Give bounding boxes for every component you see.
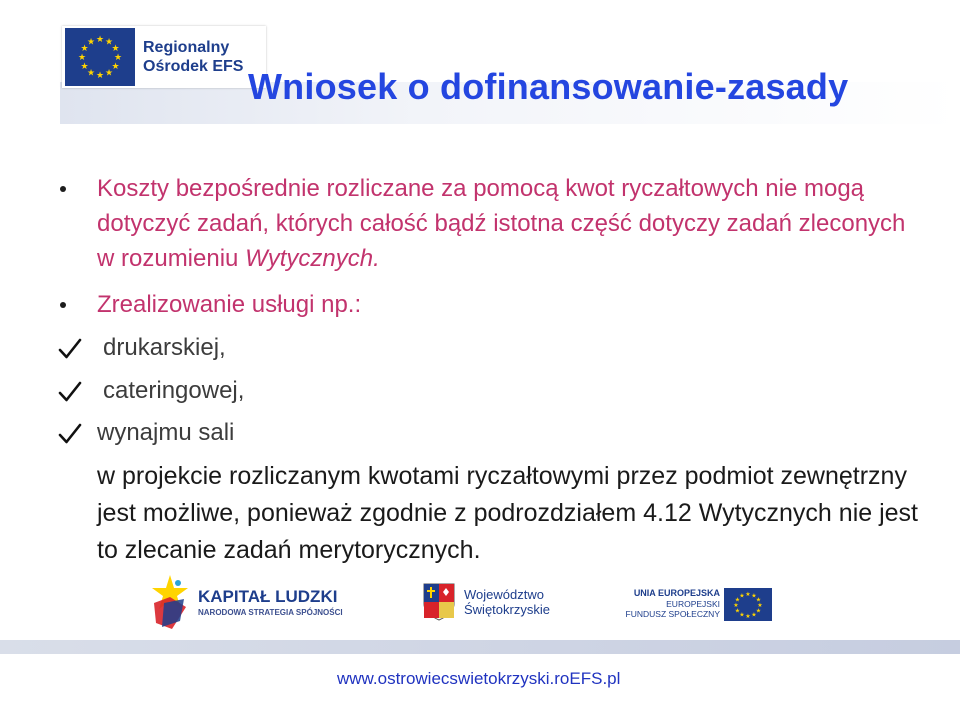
svg-text:★: ★ bbox=[751, 610, 757, 618]
svg-text:★: ★ bbox=[86, 68, 96, 79]
svg-text:★: ★ bbox=[111, 62, 120, 72]
svg-text:★: ★ bbox=[104, 68, 114, 79]
kapital-ludzki-text bbox=[198, 587, 343, 618]
bullet-item-1 bbox=[60, 171, 920, 276]
check-item-label: cateringowej, bbox=[103, 377, 245, 404]
svg-text:★: ★ bbox=[111, 44, 120, 54]
svg-text:★: ★ bbox=[745, 612, 751, 620]
svg-text:★: ★ bbox=[80, 44, 89, 54]
kapital-ludzki-emblem-icon bbox=[150, 573, 190, 631]
bullet-dot-icon bbox=[60, 186, 66, 192]
svg-text:★: ★ bbox=[751, 592, 757, 600]
footer-bar bbox=[0, 640, 960, 654]
eu-line-3: FUNDUSZ SPOŁECZNY bbox=[625, 609, 720, 620]
eu-social-fund-text bbox=[622, 588, 720, 620]
svg-text:★: ★ bbox=[80, 62, 89, 72]
kapital-ludzki-logo bbox=[150, 573, 345, 631]
eu-flag-icon bbox=[65, 28, 135, 86]
logo-line-2: Ośrodek EFS bbox=[143, 58, 244, 75]
svg-text:★: ★ bbox=[739, 610, 745, 618]
checkmark-icon bbox=[58, 423, 82, 445]
svg-text:★: ★ bbox=[95, 71, 105, 81]
svg-text:★: ★ bbox=[745, 590, 751, 598]
eu-line-1: UNIA EUROPEJSKA bbox=[633, 588, 720, 599]
svg-text:★: ★ bbox=[734, 596, 741, 603]
checkmark-icon bbox=[58, 381, 82, 403]
wojewodztwo-line-2: Świętokrzyskie bbox=[464, 602, 550, 617]
bullet-text: Zrealizowanie usługi np.: bbox=[97, 291, 362, 318]
wojewodztwo-logo bbox=[422, 580, 572, 624]
footer-website-link[interactable]: www.ostrowiecswietokrzyski.roEFS.pl bbox=[337, 669, 621, 688]
svg-text:★: ★ bbox=[755, 596, 762, 603]
svg-text:★: ★ bbox=[734, 607, 741, 614]
kapital-ludzki-subtitle: NARODOWA STRATEGIA SPÓJNOŚCI bbox=[198, 607, 343, 617]
svg-text:★: ★ bbox=[95, 35, 105, 45]
svg-text:★: ★ bbox=[757, 601, 763, 609]
check-item-3 bbox=[58, 418, 234, 448]
check-item-1 bbox=[58, 333, 226, 363]
bullet-text-main: Koszty bezpośrednie rozliczane za pomocą kwot ryczałtowych nie mogą dotyczyć zadań, których całość bądź istotna część dotyczy zadań zleconych w rozumieniu bbox=[97, 175, 906, 272]
check-item-label: wynajmu sali bbox=[97, 419, 235, 446]
regional-efs-logo-text bbox=[143, 38, 243, 76]
svg-text:★: ★ bbox=[86, 37, 96, 48]
coat-of-arms-icon bbox=[422, 582, 456, 622]
wojewodztwo-line-1: Województwo bbox=[464, 587, 544, 602]
check-item-2 bbox=[58, 376, 244, 406]
bullet-text-italic: Wytycznych. bbox=[245, 245, 380, 272]
eu-flag-icon bbox=[724, 588, 772, 621]
checkmark-icon bbox=[58, 338, 82, 360]
svg-text:★: ★ bbox=[733, 601, 739, 609]
footer-logos bbox=[0, 570, 960, 636]
bullet-dot-icon bbox=[60, 302, 66, 308]
bullet-item-2 bbox=[60, 287, 920, 322]
slide-title: Wniosek o dofinansowanie-zasady bbox=[248, 66, 849, 107]
svg-text:★: ★ bbox=[113, 53, 123, 63]
svg-text:★: ★ bbox=[739, 592, 745, 600]
wojewodztwo-text bbox=[464, 587, 550, 617]
bullet-text bbox=[97, 171, 920, 276]
svg-text:★: ★ bbox=[104, 37, 114, 48]
summary-paragraph: w projekcie rozliczanym kwotami ryczałtowymi przez podmiot zewnętrzny jest możliwe, ponieważ zgodnie z podrozdziałem 4.12 Wytycznych nie jest to zlecanie zadań merytorycznych. bbox=[97, 462, 918, 564]
eu-line-2: EUROPEJSKI bbox=[666, 598, 720, 609]
logo-line-1: Regionalny bbox=[143, 39, 230, 56]
regional-efs-logo bbox=[62, 26, 266, 88]
check-item-label: drukarskiej, bbox=[103, 334, 226, 361]
svg-text:★: ★ bbox=[755, 607, 762, 614]
svg-text:★: ★ bbox=[77, 53, 87, 63]
kapital-ludzki-title: KAPITAŁ LUDZKI bbox=[198, 586, 338, 606]
eu-social-fund-logo bbox=[622, 582, 772, 626]
